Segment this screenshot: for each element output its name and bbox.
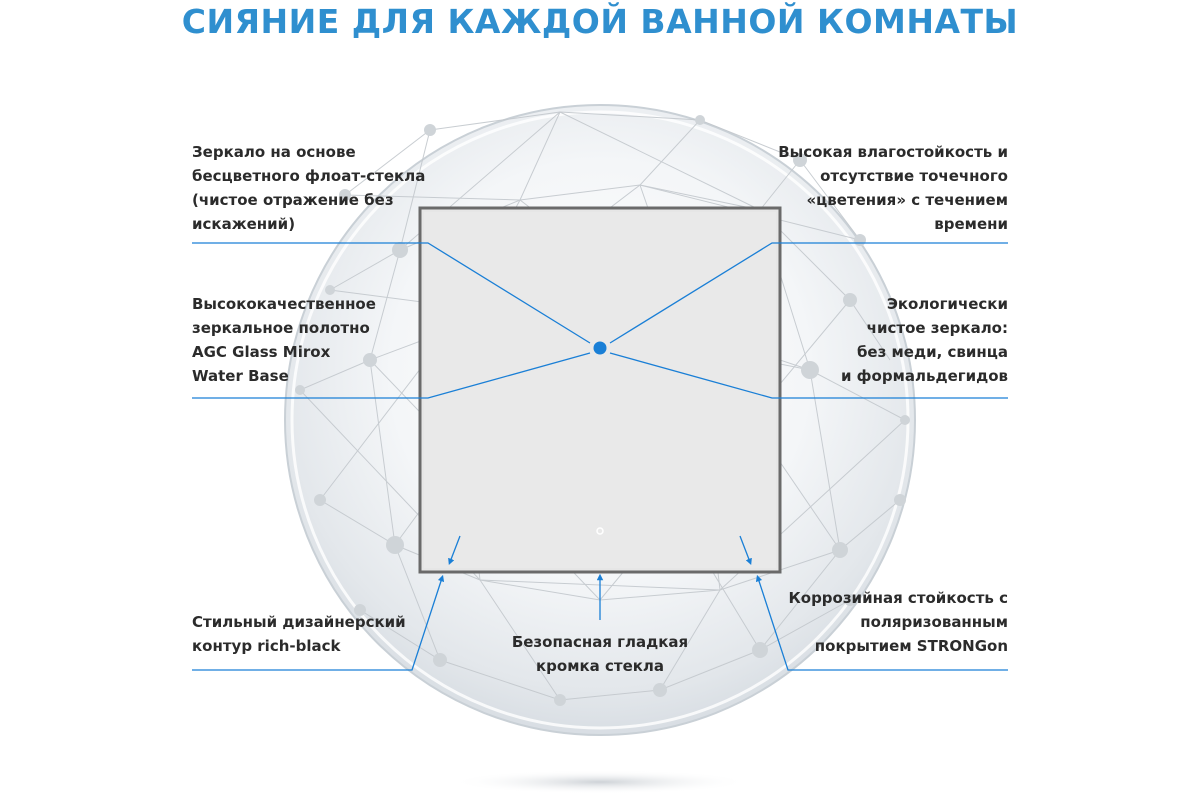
callout-float-glass: Зеркало на основе бесцветного флоат-стекла (чистое отражение без искажений)	[192, 143, 426, 233]
callout-rich-black-frame: Стильный дизайнерский контур rich-black	[192, 613, 406, 655]
center-marker	[594, 342, 607, 355]
callout-corrosion-resistance: Коррозийная стойкость с поляризованным покрытием STRONGon	[788, 589, 1008, 655]
callout-agc-mirror: Высококачественное зеркальное полотно AGC Glass Mirox Water Base	[192, 295, 376, 385]
mirror-highlight	[424, 212, 776, 568]
callout-eco-mirror: Экологически чистое зеркало: без меди, свинца и формальдегидов	[840, 295, 1008, 385]
page-title: СИЯНИЕ ДЛЯ КАЖДОЙ ВАННОЙ КОМНАТЫ	[181, 2, 1019, 41]
callout-safe-edge: Безопасная гладкая кромка стекла	[511, 633, 689, 675]
callout-moisture-resistance: Высокая влагостойкость и отсутствие точечного «цветения» с течением времени	[778, 143, 1008, 233]
sphere-shadow	[450, 770, 750, 794]
